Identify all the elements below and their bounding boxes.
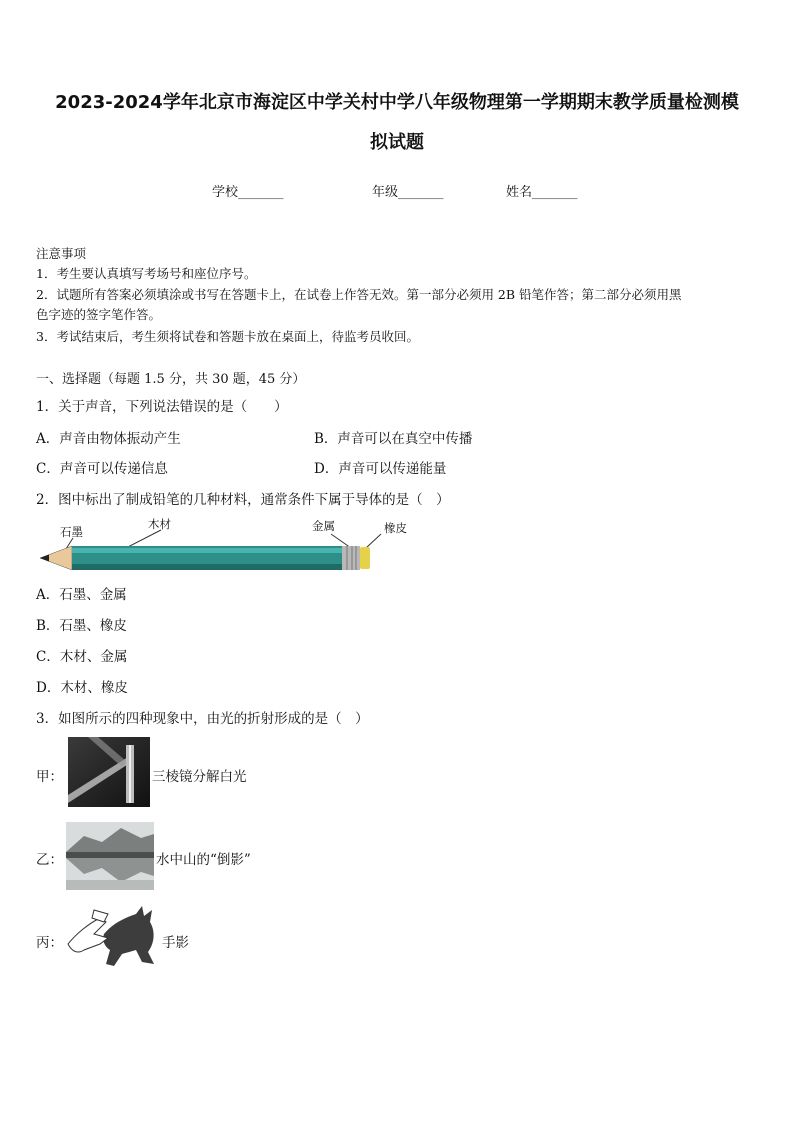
q2-stem: 2．图中标出了制成铅笔的几种材料，通常条件下属于导体的是（ ） <box>36 492 450 508</box>
mountain-reflection-photo <box>66 822 154 890</box>
q1-option-b[interactable]: B．声音可以在真空中传播 <box>314 431 473 447</box>
q1-option-a[interactable]: A．声音由物体振动产生 <box>36 431 181 447</box>
notice-item-2: 2．试题所有答案必须填涂或书写在答题卡上，在试卷上作答无效。第一部分必须用 2B 铅笔作答；第二部分必须用黑 <box>36 287 682 302</box>
prism-photo <box>68 737 150 807</box>
q1-option-c[interactable]: C．声音可以传递信息 <box>36 461 168 477</box>
notice-item-1: 1．考生要认真填写考场号和座位序号。 <box>36 266 257 281</box>
school-field[interactable]: 学校_______ <box>212 185 284 200</box>
q3-item-yi-text: 水中山的“倒影” <box>156 852 251 868</box>
q3-item-bing-text: 手影 <box>162 935 189 951</box>
notice-item-3: 3．考试结束后，考生须将试卷和答题卡放在桌面上，待监考员收回。 <box>36 329 419 344</box>
title-line-1: 2023-2024学年北京市海淀区中学关村中学八年级物理第一学期期末教学质量检测模 <box>55 92 739 113</box>
label-wood: 木材 <box>148 517 171 531</box>
section-heading: 一、选择题（每题 1.5 分，共 30 题，45 分） <box>36 372 306 387</box>
q2-option-b[interactable]: B．石墨、橡皮 <box>36 618 127 634</box>
q1-stem: 1．关于声音，下列说法错误的是（ ） <box>36 399 288 415</box>
name-field[interactable]: 姓名_______ <box>506 185 578 200</box>
label-metal: 金属 <box>312 519 335 533</box>
q2-option-c[interactable]: C．木材、金属 <box>36 649 128 665</box>
grade-field[interactable]: 年级_______ <box>372 185 444 200</box>
q3-stem: 3．如图所示的四种现象中，由光的折射形成的是（ ） <box>36 711 369 727</box>
pencil-figure <box>36 518 386 576</box>
q3-item-jia-prefix: 甲： <box>36 769 63 785</box>
q3-item-yi-prefix: 乙： <box>36 852 63 868</box>
q1-option-d[interactable]: D．声音可以传递能量 <box>314 461 447 477</box>
title-line-2: 拟试题 <box>370 132 424 153</box>
q2-option-a[interactable]: A．石墨、金属 <box>36 587 127 603</box>
notice-heading: 注意事项 <box>36 246 87 261</box>
q3-item-bing-prefix: 丙： <box>36 935 63 951</box>
label-eraser: 橡皮 <box>384 521 407 535</box>
hand-shadow-photo <box>64 904 160 968</box>
q2-option-d[interactable]: D．木材、橡皮 <box>36 680 128 696</box>
notice-item-2-cont: 色字迹的签字笔作答。 <box>36 307 162 322</box>
label-graphite: 石墨 <box>60 525 83 539</box>
q3-item-jia-text: 三棱镜分解白光 <box>152 769 247 785</box>
